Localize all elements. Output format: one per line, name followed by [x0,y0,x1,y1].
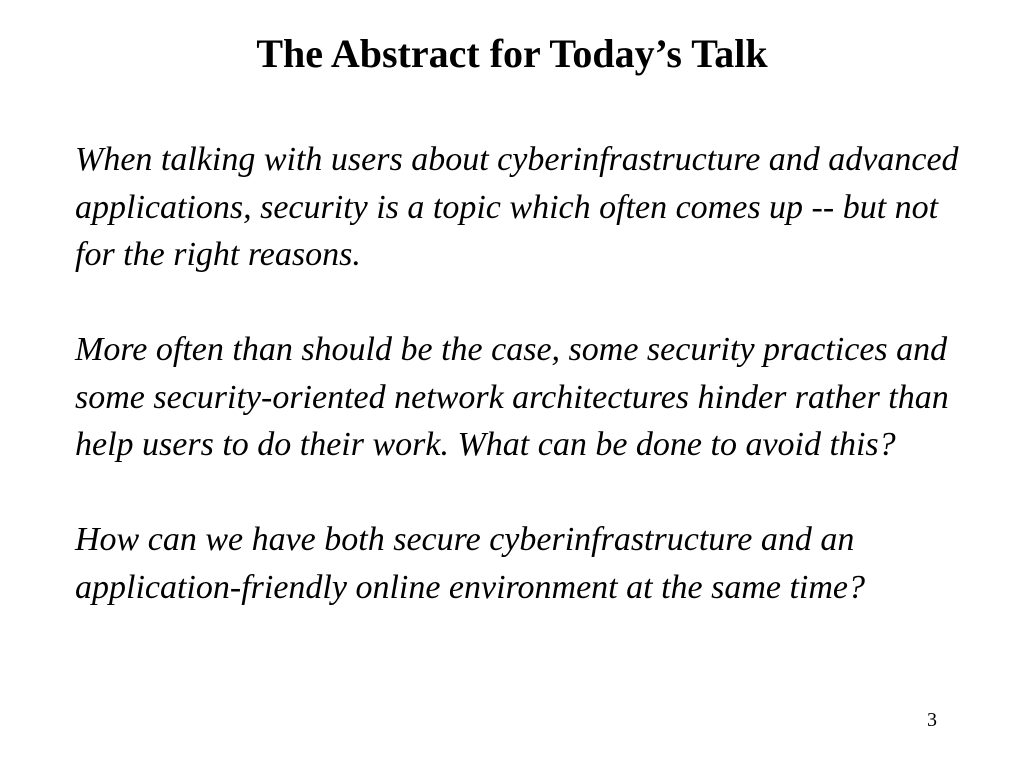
abstract-paragraph-1: When talking with users about cyberinfrastructure and advanced applications, security is a topic which often comes up -- but not for the right reasons. [75,141,959,273]
slide-title: The Abstract for Today’s Talk [256,31,768,76]
page-number: 3 [927,709,937,731]
abstract-body [75,136,1005,611]
abstract-paragraph-3: How can we have both secure cyberinfrastructure and an application-friendly online environment at the same time? [75,521,866,606]
abstract-paragraph-2: More often than should be the case, some security practices and some security-oriented network architectures hinder rather than help users to do their work. What can be done to avoid this? [75,331,949,463]
